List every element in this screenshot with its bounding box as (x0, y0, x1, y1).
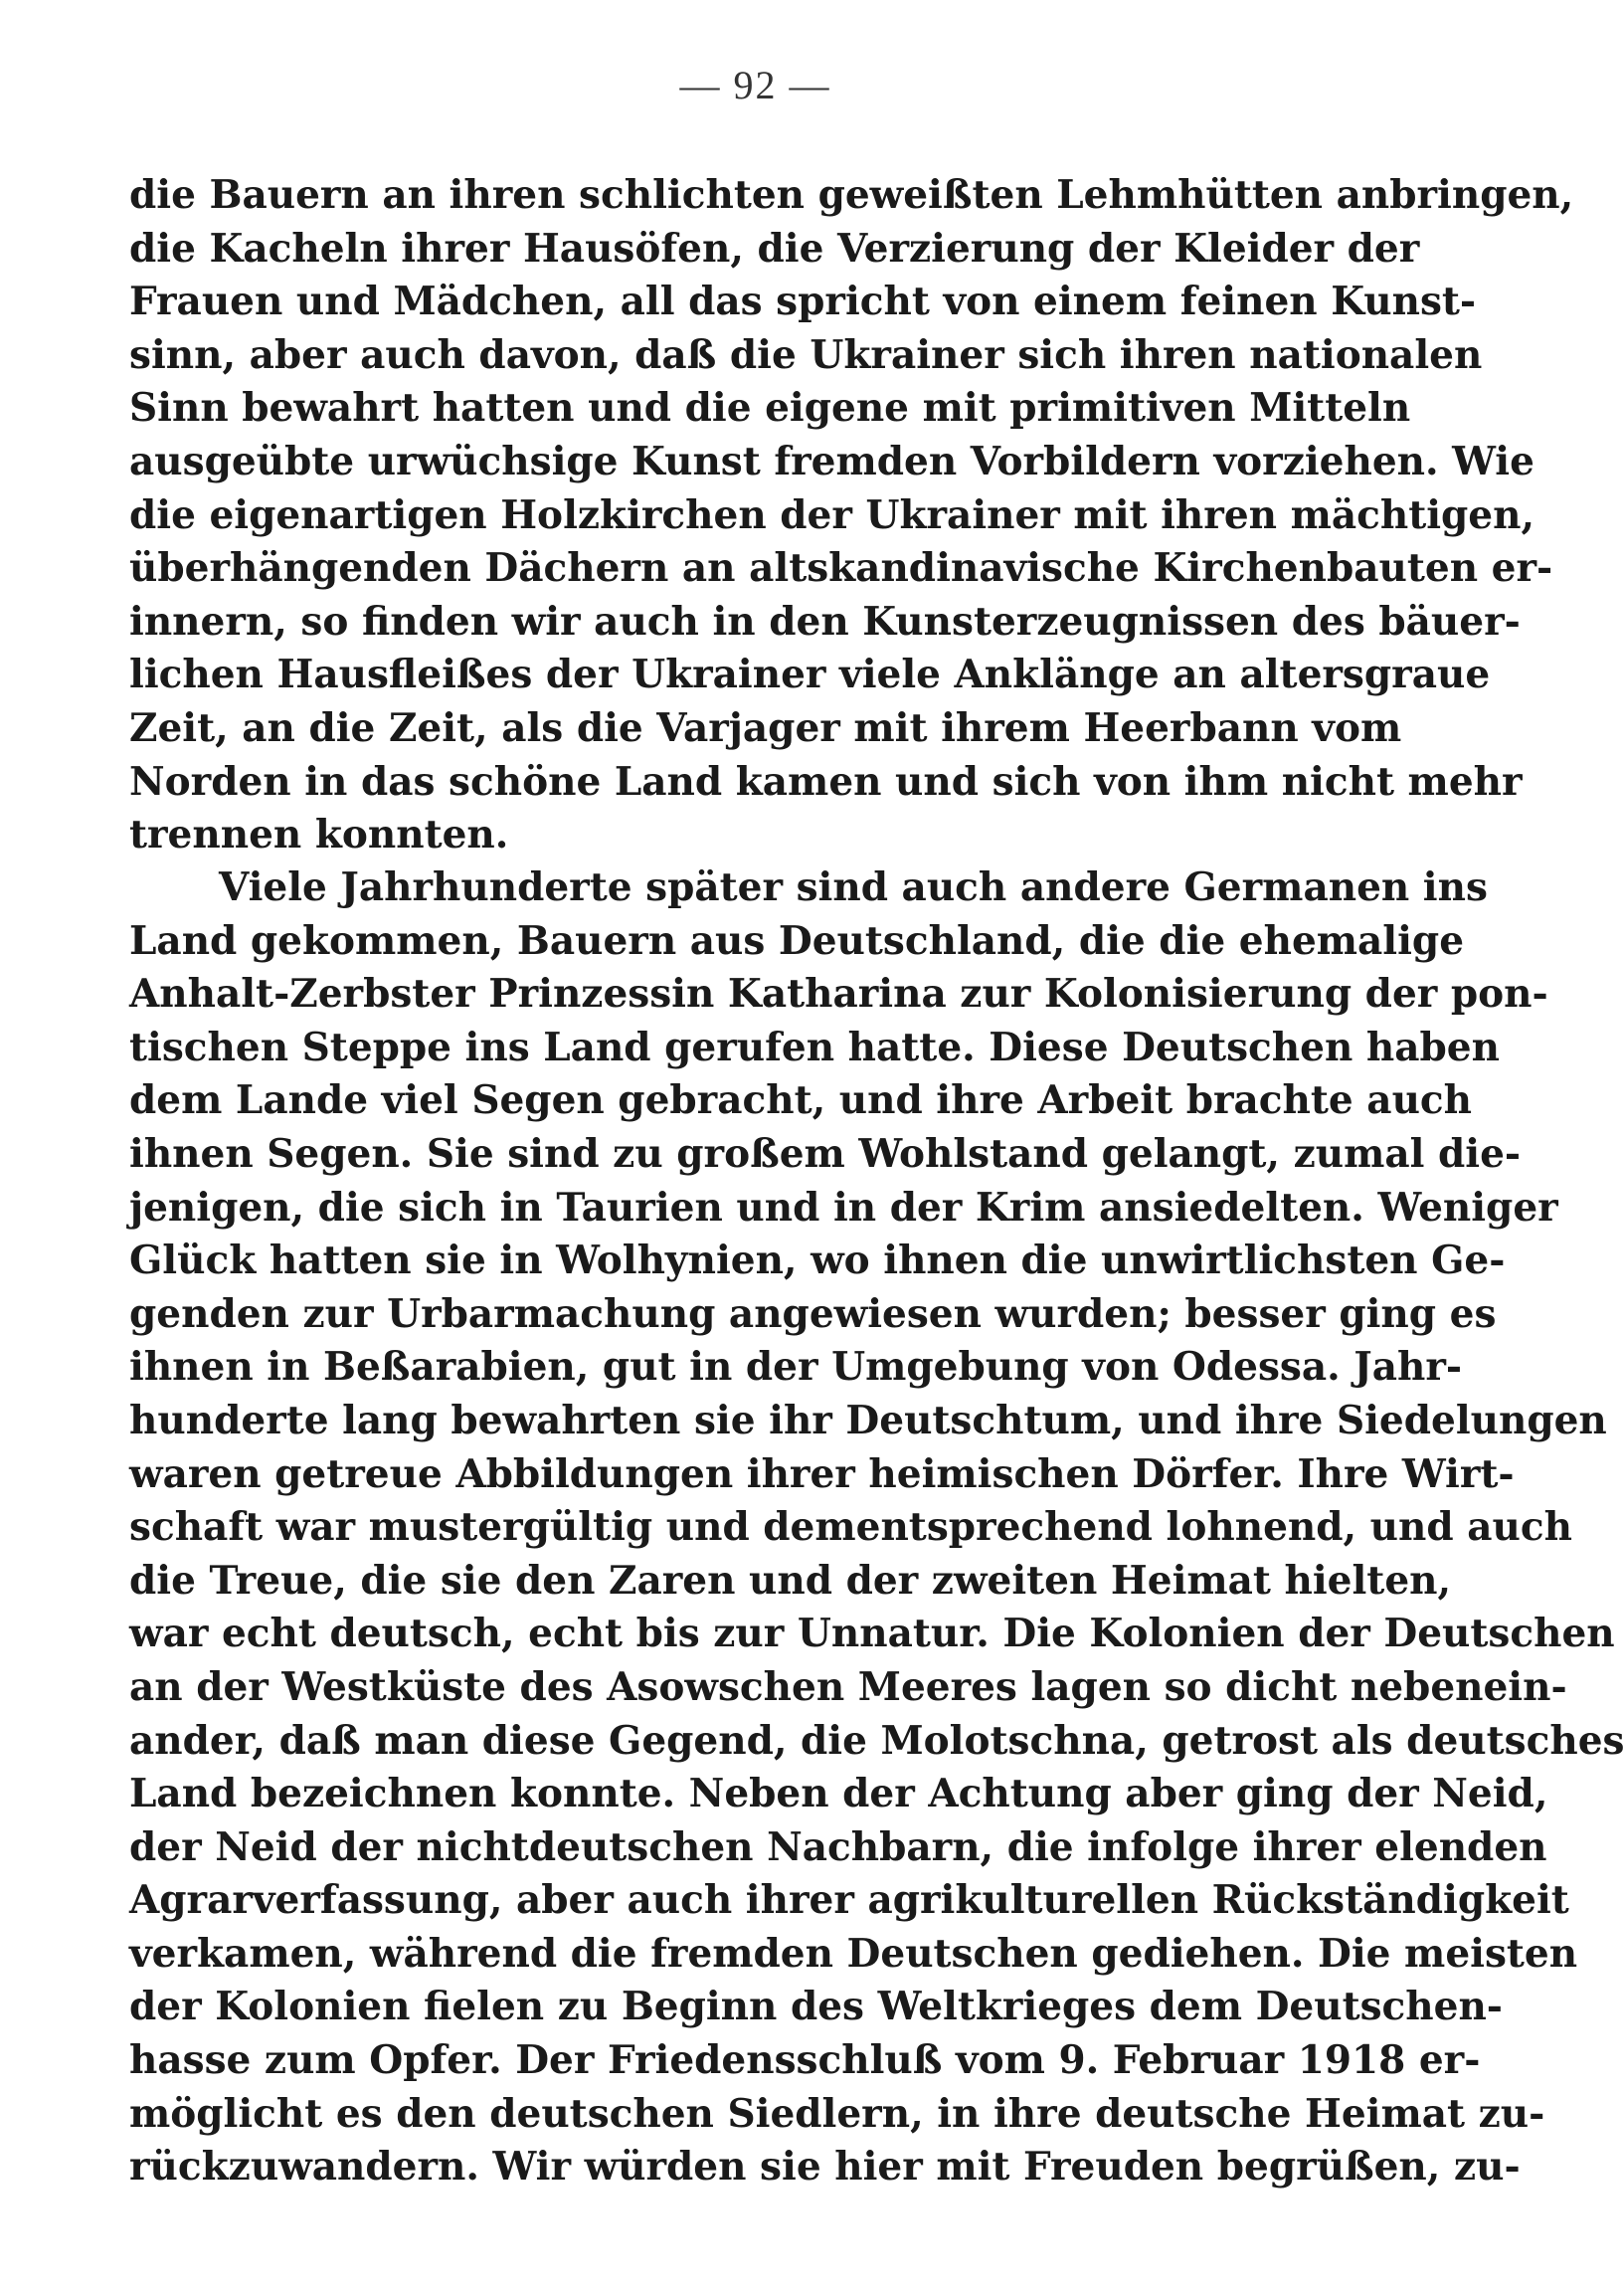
text-line: Agrarverfassung, aber auch ihrer agrikulturellen Rückständigkeit (129, 1877, 1569, 1924)
page-number: — 92 — (679, 63, 831, 107)
text-line: trennen konnten. (129, 812, 509, 858)
text-line: der Neid der nichtdeutschen Nachbarn, die infolge ihrer elenden (129, 1823, 1547, 1870)
text-line: die Bauern an ihren schlichten geweißten Lehmhütten anbringen, (129, 172, 1574, 218)
text-line: dem Lande viel Segen gebracht, und ihre Arbeit brachte auch (129, 1077, 1473, 1124)
text-line: Viele Jahrhunderte später sind auch andere Germanen ins (219, 864, 1488, 910)
text-line: Glück hatten sie in Wolhynien, wo ihnen die unwirtlichsten Ge- (129, 1238, 1506, 1284)
text-line: hasse zum Opfer. Der Friedensschluß vom 9. Februar 1918 er- (129, 2037, 1481, 2084)
text-line: waren getreue Abbildungen ihrer heimischen Dörfer. Ihre Wirt- (129, 1450, 1515, 1497)
text-line: verkamen, während die fremden Deutschen gediehen. Die meisten (129, 1930, 1578, 1977)
text-line: rückzuwandern. Wir würden sie hier mit Freuden begrüßen, zu- (129, 2144, 1521, 2191)
text-line: lichen Hausfleißes der Ukrainer viele Anklänge an altersgraue (129, 652, 1491, 698)
text-line: ausgeübte urwüchsige Kunst fremden Vorbildern vorziehen. Wie (129, 438, 1534, 484)
text-line: der Kolonien fielen zu Beginn des Weltkrieges dem Deutschen- (129, 1984, 1503, 2030)
text-line: möglicht es den deutschen Siedlern, in ihre deutsche Heimat zu- (129, 2090, 1545, 2137)
text-line: sinn, aber auch davon, daß die Ukrainer sich ihren nationalen (129, 331, 1483, 378)
text-line: tischen Steppe ins Land gerufen hatte. Diese Deutschen haben (129, 1024, 1500, 1070)
text-line: schaft war mustergültig und dementsprechend lohnend, und auch (129, 1504, 1572, 1551)
text-line: war echt deutsch, echt bis zur Unnatur. Die Kolonien der Deutschen (129, 1611, 1615, 1657)
text-line: Land gekommen, Bauern aus Deutschland, die die ehemalige (129, 917, 1465, 964)
text-line: Frauen und Mädchen, all das spricht von einem feinen Kunst- (129, 279, 1477, 325)
paragraph-1 (129, 169, 1574, 862)
text-line: Anhalt-Zerbster Prinzessin Katharina zur Kolonisierung der pon- (129, 971, 1548, 1018)
text-line: innern, so finden wir auch in den Kunsterzeugnissen des bäuer- (129, 598, 1521, 645)
text-line: genden zur Urbarmachung angewiesen wurden; besser ging es (129, 1290, 1497, 1337)
text-line: die eigenartigen Holzkirchen der Ukrainer mit ihren mächtigen, (129, 491, 1535, 538)
text-line: ihnen in Beßarabien, gut in der Umgebung von Odessa. Jahr- (129, 1344, 1463, 1391)
text-line: ander, daß man diese Gegend, die Molotschna, getrost als deutsches (129, 1717, 1624, 1764)
text-line: Zeit, an die Zeit, als die Varjager mit ihrem Heerbann vom (129, 704, 1402, 751)
text-line: an der Westküste des Asowschen Meeres lagen so dicht nebenein- (129, 1663, 1567, 1710)
text-line: Sinn bewahrt hatten und die eigene mit primitiven Mitteln (129, 385, 1411, 432)
text-line: Norden in das schöne Land kamen und sich von ihm nicht mehr (129, 758, 1523, 805)
paragraph-2 (129, 861, 1624, 2194)
text-line: jenigen, die sich in Taurien und in der Krim ansiedelten. Weniger (129, 1184, 1558, 1231)
text-line: hunderte lang bewahrten sie ihr Deutschtum, und ihre Siedelungen (129, 1397, 1607, 1443)
text-line: Land bezeichnen konnte. Neben der Achtung aber ging der Neid, (129, 1771, 1548, 1817)
text-line: die Kacheln ihrer Hausöfen, die Verzierung der Kleider der (129, 225, 1420, 272)
text-line: ihnen Segen. Sie sind zu großem Wohlstand gelangt, zumal die- (129, 1130, 1522, 1177)
text-line: die Treue, die sie den Zaren und der zweiten Heimat hielten, (129, 1557, 1452, 1604)
text-line: überhängenden Dächern an altskandinavische Kirchenbauten er- (129, 545, 1553, 592)
